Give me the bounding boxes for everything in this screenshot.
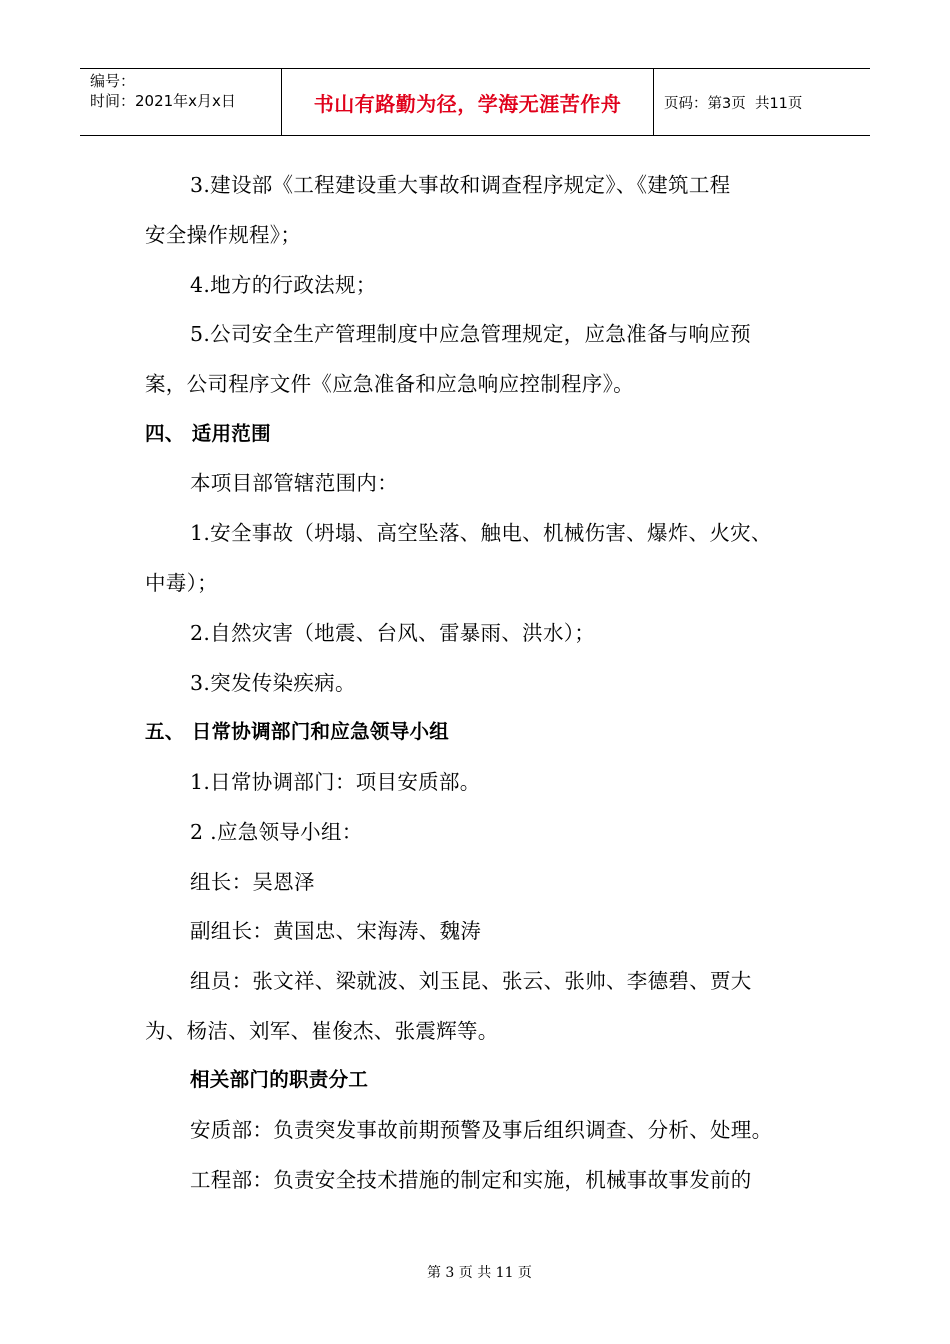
- paragraph-line: 3.建设部《工程建设重大事故和调查程序规定》、《建筑工程: [190, 173, 731, 197]
- paragraph-line: 本项目部管辖范围内：: [190, 471, 398, 495]
- page-info-text: 页码：第3页 共11页: [664, 95, 803, 112]
- paragraph-line: 1.日常协调部门：项目安质部。: [190, 770, 481, 794]
- paragraph-line: 1.安全事故（坍塌、高空坠落、触电、机械伤害、爆炸、火灾、: [190, 521, 772, 545]
- page-footer: [0, 1246, 950, 1282]
- page-header: [80, 68, 870, 136]
- motto-text: 书山有路勤为径，学海无涯苦作舟: [313, 91, 622, 116]
- header-page-info: [654, 69, 870, 135]
- paragraph-line: 案，公司程序文件《应急准备和应急响应控制程序》。: [145, 372, 634, 396]
- footer-page-number: 第 3 页 共 11 页: [426, 1265, 532, 1281]
- section-heading-5: 五、 日常协调部门和应急领导小组: [145, 720, 450, 743]
- paragraph-line: 中毒）；: [145, 571, 218, 595]
- header-meta: [80, 69, 282, 135]
- section-heading-4: 四、 适用范围: [145, 422, 271, 445]
- subsection-heading: 相关部门的职责分工: [190, 1068, 369, 1091]
- paragraph-line: 2.自然灾害（地震、台风、雷暴雨、洪水）；: [190, 621, 596, 645]
- paragraph-line: 副组长：黄国忠、宋海涛、魏涛: [190, 919, 482, 943]
- paragraph-line: 组长：吴恩泽: [190, 870, 315, 894]
- document-date: 时间：2021年x月x日: [90, 92, 236, 110]
- paragraph-line: 4.地方的行政法规；: [190, 273, 377, 297]
- document-number-label: 编号：: [90, 72, 136, 90]
- paragraph-line: 5.公司安全生产管理制度中应急管理规定，应急准备与响应预: [190, 322, 751, 346]
- paragraph-line: 2 .应急领导小组：: [190, 820, 363, 844]
- paragraph-line: 3.突发传染疾病。: [190, 671, 356, 695]
- paragraph-line: 工程部：负责安全技术措施的制定和实施，机械事故事发前的: [190, 1168, 752, 1192]
- paragraph-line: 安全操作规程》；: [145, 223, 302, 247]
- paragraph-line: 安质部：负责突发事故前期预警及事后组织调查、分析、处理。: [190, 1118, 773, 1142]
- header-motto: [282, 69, 654, 135]
- paragraph-line: 组员：张文祥、梁就波、刘玉昆、张云、张帅、李德碧、贾大: [190, 969, 752, 993]
- paragraph-line: 为、杨洁、刘军、崔俊杰、张震辉等。: [145, 1019, 499, 1043]
